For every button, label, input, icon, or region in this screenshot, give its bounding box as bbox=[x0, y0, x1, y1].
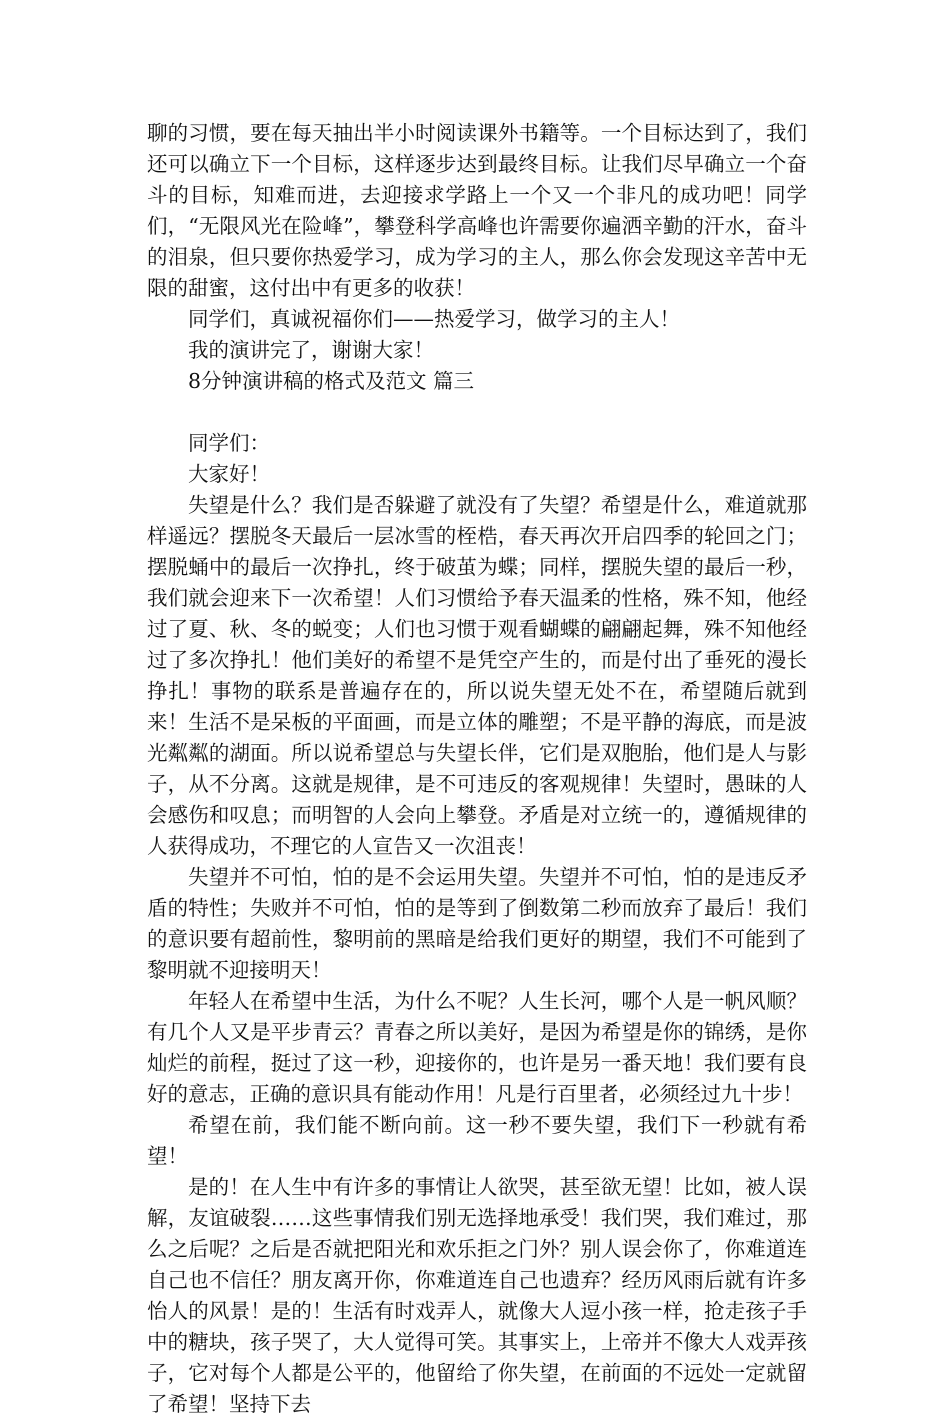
paragraph-body-1: 失望是什么？我们是否躲避了就没有了失望？希望是什么，难道就那样遥远？摆脱冬天最后一层冰雪的桎梏，春天再次开启四季的轮回之门；摆脱蛹中的最后一次挣扎，终于破茧为蝶；同样，摆脱失望的最后一秒，我们就会迎来下一次希望！人们习惯给予春天温柔的性格，殊不知，他经过了夏、秋、冬的蜕变；人们也习惯于观看蝴蝶的翩翩起舞，殊不知他经过了多次挣扎！他们美好的希望不是凭空产生的，而是付出了垂死的漫长挣扎！事物的联系是普遍存在的，所以说失望无处不在，希望随后就到来！生活不是呆板的平面画，而是立体的雕塑；不是平静的海底，而是波光粼粼的湖面。所以说希望总与失望长伴，它们是双胞胎，他们是人与影子，从不分离。这就是规律，是不可违反的客观规律！失望时，愚昧的人会感伤和叹息；而明智的人会向上攀登。矛盾是对立统一的，遵循规律的人获得成功，不理它的人宣告又一次沮丧！ bbox=[147, 493, 807, 858]
paragraph-closing: 我的演讲完了，谢谢大家！ bbox=[188, 338, 434, 362]
document-body bbox=[147, 118, 807, 1420]
paragraph-continuation: 聊的习惯，要在每天抽出半小时阅读课外书籍等。一个目标达到了，我们还可以确立下一个目标，这样逐步达到最终目标。让我们尽早确立一个奋斗的目标，知难而进，去迎接求学路上一个又一个非凡的成功吧！同学们，“无限风光在险峰”，攀登科学高峰也许需要你遍洒辛勤的汗水，奋斗的泪泉，但只要你热爱学习，成为学习的主人，那么你会发现这辛苦中无限的甜蜜，这付出中有更多的收获！ bbox=[147, 121, 807, 300]
paragraph-body-5: 是的！在人生中有许多的事情让人欲哭，甚至欲无望！比如，被人误解，友谊破裂……这些事情我们别无选择地承受！我们哭，我们难过，那么之后呢？之后是否就把阳光和欢乐拒之门外？别人误会你了，你难道连自己也不信任？朋友离开你，你难道连自己也遗弃？经历风雨后就有许多怡人的风景！是的！生活有时戏弄人，就像大人逗小孩一样，抢走孩子手中的糖块，孩子哭了，大人觉得可笑。其事实上，上帝并不像大人戏弄孩子，它对每个人都是公平的，他留给了你失望，在前面的不远处一定就留了希望！坚持下去 bbox=[147, 1175, 807, 1416]
paragraph-blessing: 同学们，真诚祝福你们——热爱学习，做学习的主人！ bbox=[188, 307, 680, 331]
section-title: 8分钟演讲稿的格式及范文 篇三 bbox=[188, 369, 475, 393]
paragraph-body-3: 年轻人在希望中生活，为什么不呢？人生长河，哪个人是一帆风顺？有几个人又是平步青云？青春之所以美好，是因为希望是你的锦绣，是你灿烂的前程，挺过了这一秒，迎接你的，也许是另一番天地！我们要有良好的意志，正确的意识具有能动作用！凡是行百里者，必须经过九十步！ bbox=[147, 989, 807, 1106]
paragraph-body-4: 希望在前，我们能不断向前。这一秒不要失望，我们下一秒就有希望！ bbox=[147, 1113, 807, 1168]
paragraph-salutation: 同学们： bbox=[188, 431, 270, 455]
paragraph-body-2: 失望并不可怕，怕的是不会运用失望。失望并不可怕，怕的是违反矛盾的特性；失败并不可怕，怕的是等到了倒数第二秒而放弃了最后！我们的意识要有超前性，黎明前的黑暗是给我们更好的期望，我们不可能到了黎明就不迎接明天！ bbox=[147, 865, 807, 982]
paragraph-greeting: 大家好！ bbox=[188, 462, 270, 486]
